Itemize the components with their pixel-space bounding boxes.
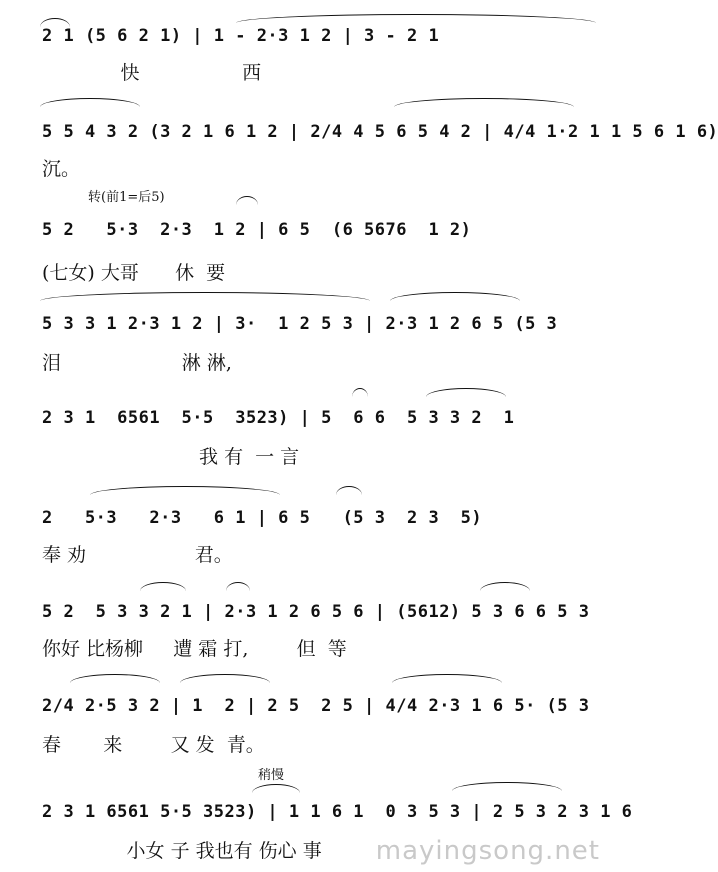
slur bbox=[452, 782, 562, 791]
watermark: mayingsong.net bbox=[375, 836, 600, 866]
lyrics-line: 春 来 又 发 青。 bbox=[42, 734, 265, 756]
notation-line: 5 2 5·3 2·3 1 2 | 6 5 (6 5676 1 2) bbox=[42, 220, 472, 240]
lyrics-line: (七女) 大哥 休 要 bbox=[42, 262, 226, 284]
slur bbox=[392, 674, 502, 683]
slur bbox=[90, 486, 280, 495]
slur bbox=[140, 582, 186, 591]
slur bbox=[390, 292, 520, 301]
slur bbox=[480, 582, 530, 591]
slur bbox=[426, 388, 506, 397]
slur bbox=[180, 674, 270, 683]
slur bbox=[236, 196, 258, 205]
notation-line: 2 3 1 6561 5·5 3523) | 5 6 6 5 3 3 2 1 bbox=[42, 408, 515, 428]
slur bbox=[236, 14, 596, 23]
notation-line: 2 3 1 6561 5·5 3523) | 1 1 6 1 0 3 5 3 | 2 5 3 2 3 1 6 bbox=[42, 802, 633, 822]
slur bbox=[352, 388, 368, 397]
slur bbox=[336, 486, 362, 495]
lyrics-line: 小女 子 我也有 伤心 事 bbox=[42, 840, 322, 862]
tempo-marking: 稍慢 bbox=[258, 768, 285, 783]
slur bbox=[226, 582, 250, 591]
notation-line: 5 2 5 3 3 2 1 | 2·3 1 2 6 5 6 | (5612) 5 3 6 6 5 3 bbox=[42, 602, 590, 622]
notation-line: 2/4 2·5 3 2 | 1 2 | 2 5 2 5 | 4/4 2·3 1 6 5· (5 3 bbox=[42, 696, 590, 716]
key-change-label: 转(前1=后5) bbox=[88, 190, 165, 205]
lyrics-line: 你好 比杨柳 遭 霜 打, 但 等 bbox=[42, 638, 347, 660]
lyrics-line: 沉。 bbox=[42, 158, 81, 180]
slur bbox=[40, 98, 140, 107]
notation-line: 2 5·3 2·3 6 1 | 6 5 (5 3 2 3 5) bbox=[42, 508, 483, 528]
slur bbox=[70, 674, 160, 683]
lyrics-line: 泪 淋 淋, bbox=[42, 352, 232, 374]
lyrics-line: 快 西 bbox=[42, 62, 262, 84]
notation-line: 5 3 3 1 2·3 1 2 | 3· 1 2 5 3 | 2·3 1 2 6 5 (5 3 bbox=[42, 314, 558, 334]
lyrics-line: 奉 劝 君。 bbox=[42, 544, 233, 566]
notation-line: 5 5 4 3 2 (3 2 1 6 1 2 | 2/4 4 5 6 5 4 2 | 4/4 1·2 1 1 5 6 1 6) bbox=[42, 122, 718, 142]
slur bbox=[394, 98, 574, 107]
slur bbox=[252, 784, 300, 793]
notation-line: 2 1 (5 6 2 1) | 1 - 2·3 1 2 | 3 - 2 1 bbox=[42, 26, 440, 46]
lyrics-line: 我 有 一 言 bbox=[42, 446, 300, 468]
slur bbox=[40, 292, 370, 301]
